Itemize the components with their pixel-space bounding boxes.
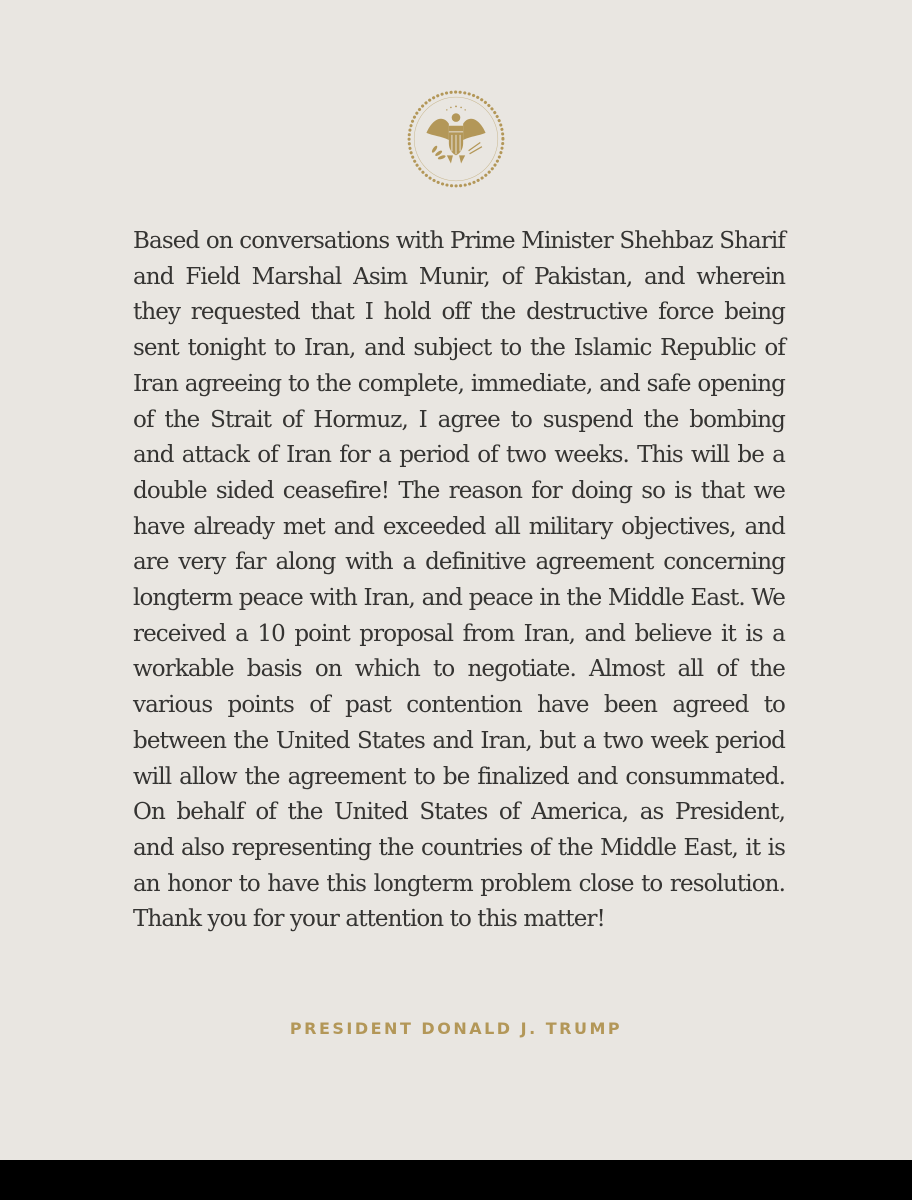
statement-body: Based on conversations with Prime Minister Shehbaz Sharif and Field Marshal Asim Munir, of Pakistan, and wherein they requested that I hold off the destructive force being sent tonight to Iran, and subject to the Islamic Republic of Iran agreeing to the complete, immediate, and safe opening of the Strait of Hormuz, I agree to suspend the bombing and attack of Iran for a period of two weeks. This will be a double sided ceasefire! The reason for doing so is that we have already met and exceeded all military objectives, and are very far along with a definitive agreement concerning longterm peace with Iran, and peace in the Middle East. We received a 10 point proposal from Iran, and believe it is a workable basis on which to negotiate. Almost all of the various points of past contention have been agreed to between the United States and Iran, but a two week period will allow the agreement to be finalized and consummated. On behalf of the United States of America, as President, and also representing the countries of the Middle East, it is an honor to have this longterm problem close to resolution. Thank you for your attention to this matter! (133, 228, 785, 933)
signature-line: PRESIDENT DONALD J. TRUMP (289, 1019, 623, 1038)
presidential-seal-icon (405, 88, 507, 190)
